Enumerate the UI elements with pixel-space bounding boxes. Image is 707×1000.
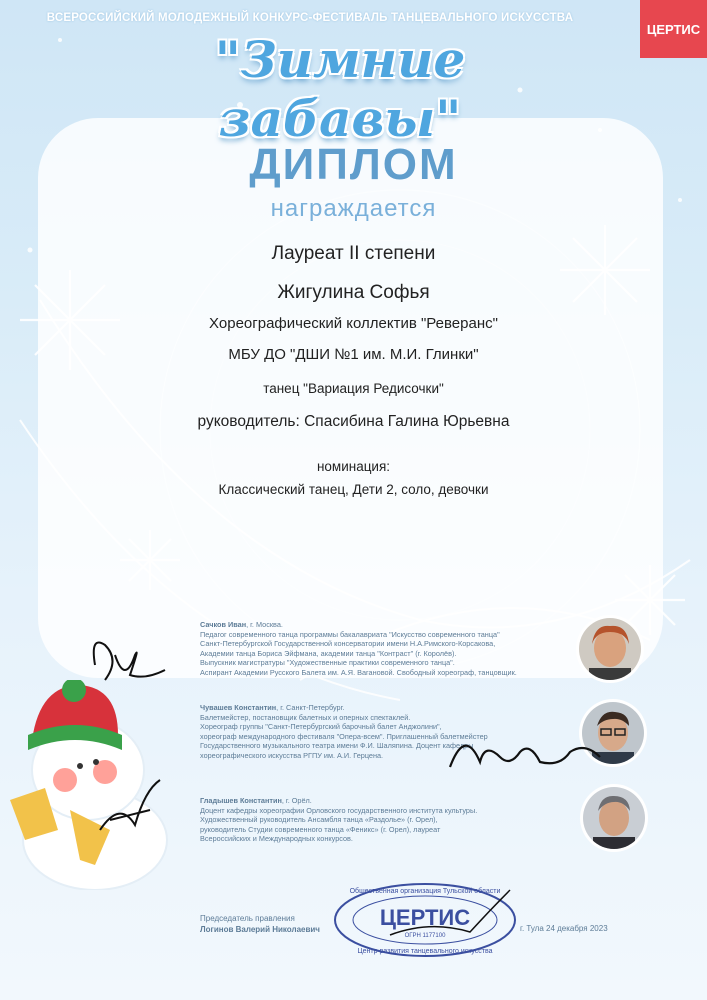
jury-bio-line: Балетмейстер, постановщик балетных и оперных спектаклей.: [200, 712, 411, 722]
signature-1: [85, 625, 175, 695]
jury-bio-line: хореографического искусства РГПУ им. А.И. Герцена.: [200, 750, 384, 760]
school-name: МБУ ДО "ДШИ №1 им. М.И. Глинки": [228, 346, 479, 363]
award-level: Лауреат II степени: [271, 243, 436, 264]
certis-logo: ЦЕРТИС: [640, 0, 707, 58]
leader-name: руководитель: Спасибина Галина Юрьевна: [197, 413, 510, 430]
nomination-value: Классический танец, Дети 2, соло, девочки: [218, 482, 489, 497]
jury-bio-line: хореограф международного фестиваля "Опера-всем". Приглашенный балетмейстер: [200, 731, 488, 741]
jury-name: Чувашев Константин: [200, 703, 277, 712]
jury-photo-1: [579, 618, 641, 680]
jury-bio-line: Выпускник магистратуры "Художественные практики современного танца".: [200, 658, 455, 668]
diploma-subtitle: награждается: [270, 195, 437, 222]
jury-bio-line: Санкт-Петербургской Государственной консерватории имени Н.А.Римского-Корсакова,: [200, 639, 496, 649]
event-title: "Зимние забавы": [214, 30, 466, 148]
jury-bio-line: Доцент кафедры хореографии Орловского государственного института культуры.: [200, 805, 478, 815]
dance-title: танец "Вариация Редисочки": [263, 381, 444, 396]
jury-photo-3: [583, 787, 645, 849]
jury-bio-line: Художественный руководитель Ансамбля танца «Раздолье» (г. Орел),: [200, 815, 438, 825]
jury-bio-line: Академии танца Бориса Эйфмана, академии танца "Контраст" (г. Королёв).: [200, 648, 457, 658]
jury-bio-line: Государственного музыкального театра имени Ф.И. Шаляпина. Доцент кафедры: [200, 741, 474, 751]
jury-bio-line: Педагог современного танца программы бакалавриата "Искусство современного танца": [200, 629, 500, 639]
signature-2: [440, 722, 610, 782]
chair-title: Председатель правления: [200, 914, 295, 923]
jury-member-3: [200, 796, 560, 844]
jury-member-1: [200, 620, 560, 678]
jury-bio-line: руководитель Студии современного танца «Феникс» (г. Орел), лауреат: [200, 824, 441, 834]
jury-bio-line: Всероссийских и Международных конкурсов.: [200, 834, 353, 844]
contest-banner: ВСЕРОССИЙСКИЙ МОЛОДЕЖНЫЙ КОНКУРС-ФЕСТИВАЛЬ ТАНЦЕВАЛЬНОГО ИСКУССТВА: [46, 12, 574, 24]
chair-name: Логинов Валерий Николаевич: [200, 925, 320, 934]
signature-3: [90, 770, 170, 850]
collective-name: Хореографический коллектив "Реверанс": [209, 315, 498, 332]
place-date: г. Тула 24 декабря 2023: [520, 924, 608, 933]
stamp-bottom-text: Центр развития танцевального искусства: [357, 948, 493, 955]
participant-name: Жигулина Софья: [277, 282, 430, 303]
nomination-label: номинация:: [316, 459, 391, 474]
organization-stamp: [330, 880, 520, 960]
diploma-title: ДИПЛОМ: [249, 140, 458, 189]
jury-name: Сачков Иван: [200, 620, 247, 629]
stamp-top-text: Общественная организация Тульской области: [349, 888, 501, 895]
chair-block: [200, 913, 320, 935]
stamp-ogrn-text: ОГРН 1177100: [404, 933, 446, 939]
jury-city: , г. Орёл.: [281, 796, 312, 805]
jury-bio-line: Хореограф группы "Санкт-Петербургский барочный балет Анджолини",: [200, 722, 442, 732]
jury-name: Гладышев Константин: [200, 796, 282, 805]
stamp-center-text: ЦЕРТИС: [379, 905, 471, 930]
jury-city: , г. Москва.: [246, 620, 283, 629]
jury-city: , г. Санкт-Петербург.: [276, 703, 345, 712]
jury-bio-line: Аспирант Академии Русского Балета им. А.Я. Вагановой. Свободный хореограф, танцовщик.: [200, 667, 517, 677]
